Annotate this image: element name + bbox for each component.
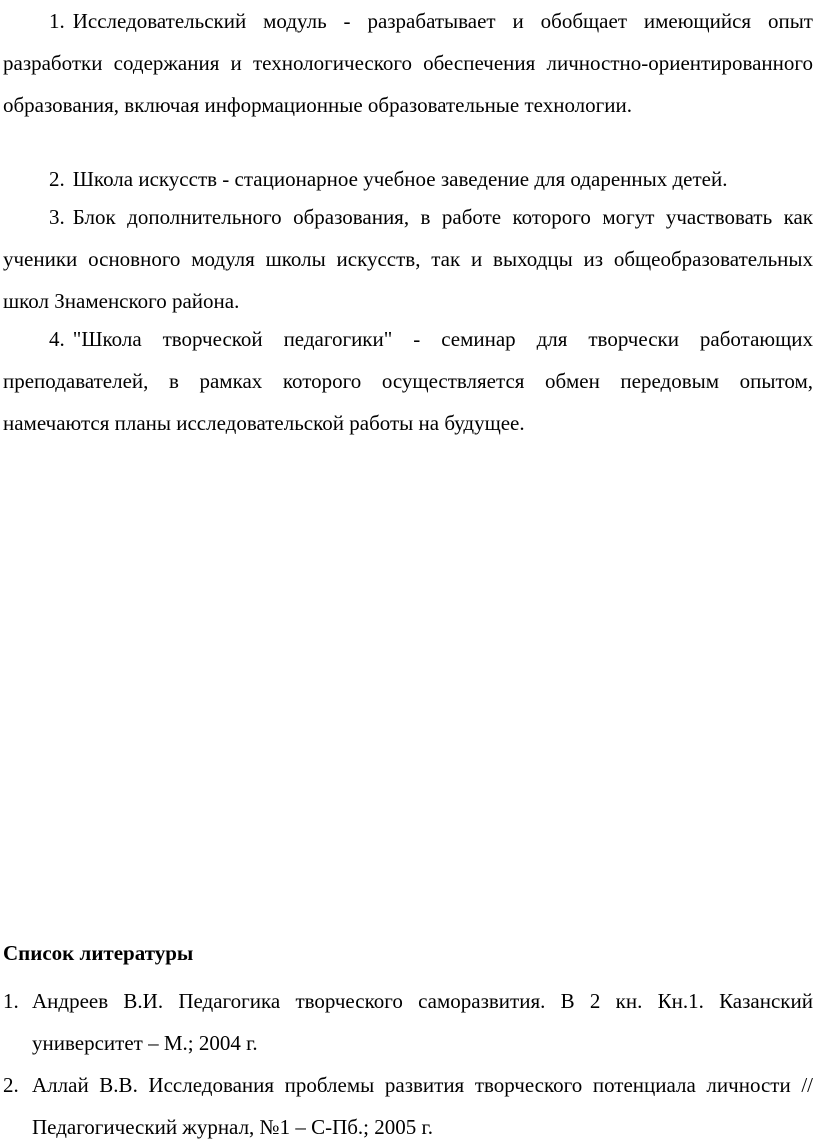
reference-text: Андреев В.И. Педагогика творческого саморазвития. В 2 кн. Кн.1. Казанский университет – М.; 2004 г. (32, 989, 813, 1055)
paragraph-text: Блок дополнительного образования, в работе которого могут участвовать как ученики основного модуля школы искусств, так и выходцы из общеобразовательных школ Знаменского района. (3, 205, 813, 313)
paragraph-text: Школа искусств - стационарное учебное заведение для одаренных детей. (72, 167, 728, 191)
paragraph-text: "Школа творческой педагогики" - семинар для творчески работающих преподавателей, в рамках которого осуществляется обмен передовым опытом, намечаются планы исследовательской работы на будущее. (3, 327, 813, 435)
paragraph-number: 3. (49, 205, 65, 229)
paragraph-number: 1. (49, 9, 65, 33)
paragraph-4 (3, 318, 813, 444)
reference-text: Аллай В.В. Исследования проблемы развития творческого потенциала личности // Педагогический журнал, №1 – С-Пб.; 2005 г. (32, 1073, 813, 1139)
reference-number: 2. (3, 1073, 19, 1097)
reference-item-1 (3, 980, 813, 1064)
paragraph-number: 2. (49, 167, 65, 191)
paragraph-text: Исследовательский модуль - разрабатывает и обобщает имеющийся опыт разработки содержания и технологического обеспечения личностно-ориентированного образования, включая информационные образовательные технологии. (3, 9, 813, 117)
references-list (3, 980, 813, 1148)
reference-item-2 (3, 1064, 813, 1148)
paragraph-1 (3, 0, 813, 126)
paragraph-2 (3, 158, 813, 200)
paragraph-3 (3, 196, 813, 322)
reference-number: 1. (3, 989, 19, 1013)
references-title: Список литературы (3, 941, 194, 965)
paragraph-number: 4. (49, 327, 65, 351)
